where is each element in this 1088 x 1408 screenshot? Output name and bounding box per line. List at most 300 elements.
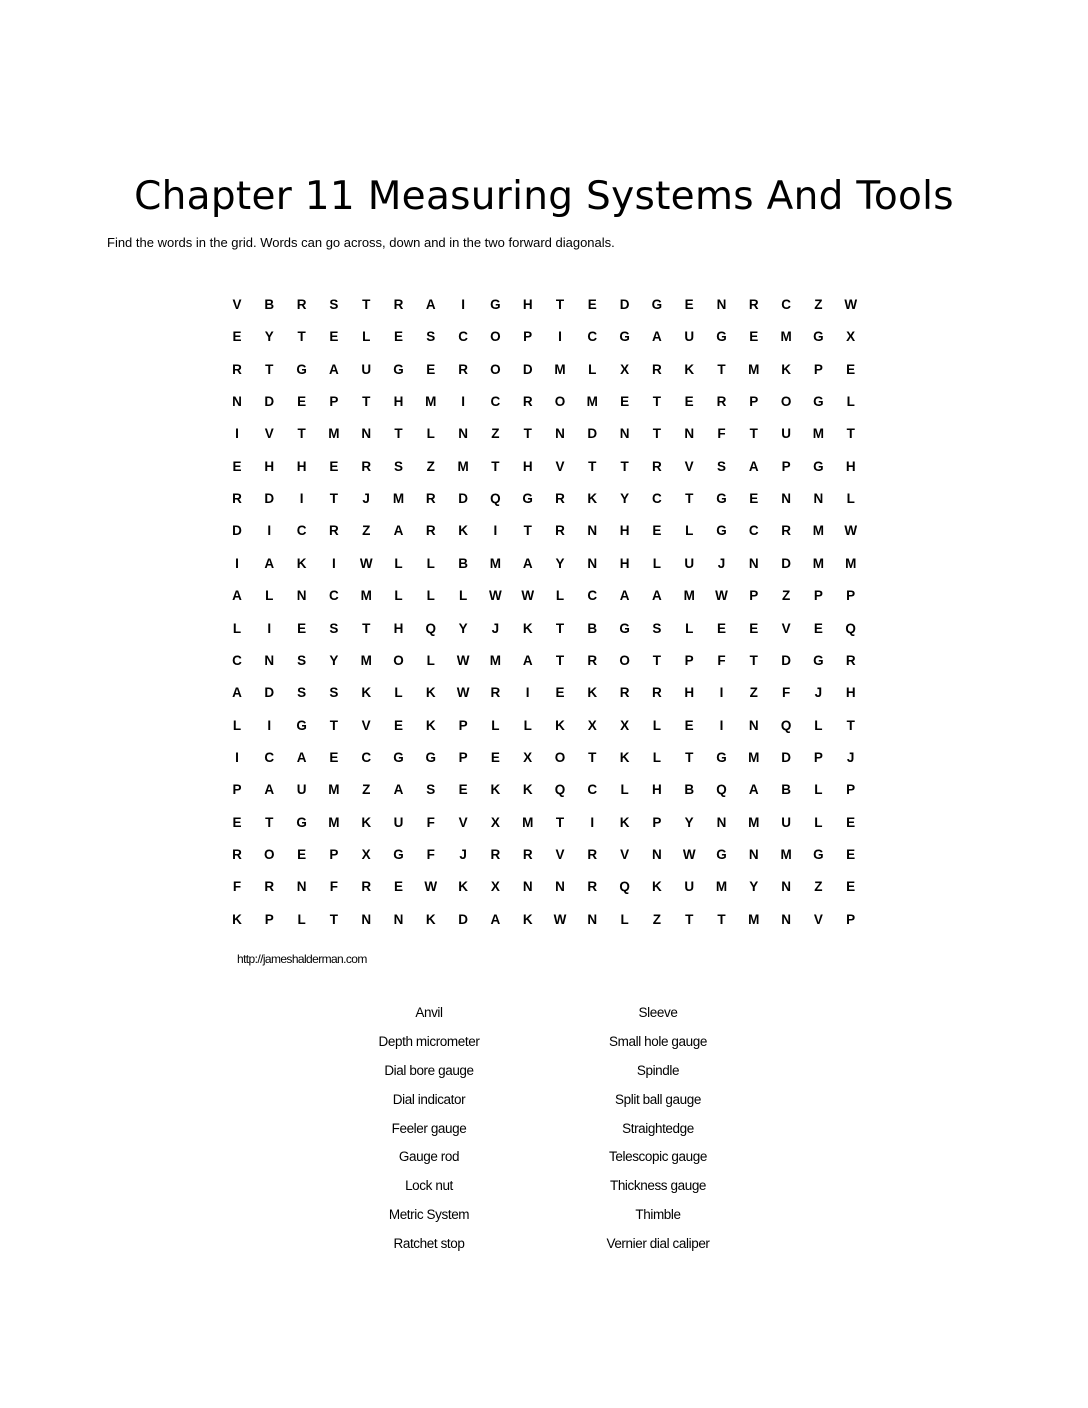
grid-letter: A [748, 458, 759, 474]
grid-letter: T [297, 426, 306, 442]
grid-letter: E [555, 685, 565, 701]
grid-letter: T [362, 394, 371, 410]
grid-letter: R [425, 491, 436, 507]
grid-letter: F [717, 426, 726, 442]
grid-letter: Q [425, 620, 437, 636]
grid-letter: R [587, 652, 598, 668]
grid-letter: A [748, 782, 759, 798]
grid-letter: K [522, 911, 533, 927]
grid-letter: K [619, 749, 630, 765]
grid-letter: T [846, 717, 855, 733]
grid-letter: I [590, 814, 595, 830]
grid-letter: T [555, 297, 565, 312]
grid-letter: P [813, 361, 823, 377]
word-list-item: Metric System [388, 1207, 470, 1223]
grid-letter: V [555, 846, 565, 862]
grid-letter: L [362, 329, 371, 345]
grid-letter: F [781, 685, 791, 701]
word-list-item: Sleeve [638, 1005, 678, 1020]
grid-letter: S [426, 782, 436, 798]
grid-letter: I [299, 491, 304, 507]
grid-letter: I [461, 394, 465, 410]
grid-letter: M [328, 782, 340, 798]
grid-letter: E [620, 394, 630, 410]
grid-letter: U [684, 555, 695, 571]
grid-letter: V [813, 911, 823, 927]
grid-letter: E [232, 329, 242, 345]
word-list-item: Thickness gauge [609, 1178, 707, 1194]
grid-letter: P [264, 911, 274, 927]
grid-letter: S [426, 329, 436, 345]
grid-letter: F [232, 879, 242, 895]
grid-letter: N [652, 846, 662, 862]
grid-letter: M [780, 846, 792, 862]
grid-letter: X [490, 814, 500, 830]
grid-letter: P [749, 394, 759, 410]
grid-letter: E [684, 394, 694, 410]
grid-letter: L [394, 588, 403, 604]
word-list-item: Telescopic gauge [609, 1149, 707, 1165]
grid-letter: E [846, 361, 856, 377]
grid-letter: N [232, 394, 242, 410]
grid-letter: P [846, 782, 856, 798]
grid-letter: Q [490, 491, 501, 507]
grid-letter: Y [620, 491, 630, 507]
grid-letter: E [232, 814, 242, 830]
grid-letter: E [587, 297, 597, 312]
grid-letter: A [490, 911, 501, 927]
grid-letter: K [522, 620, 533, 636]
grid-letter: H [619, 555, 630, 571]
grid-letter: G [490, 297, 501, 312]
grid-letter: L [394, 685, 403, 701]
grid-letter: Z [362, 782, 371, 798]
grid-letter: T [717, 911, 726, 927]
grid-letter: T [620, 458, 629, 474]
grid-letter: R [425, 523, 436, 539]
grid-letter: N [781, 879, 791, 895]
grid-letter: D [458, 911, 468, 927]
grid-letter: N [296, 879, 307, 895]
grid-letter: W [521, 588, 535, 604]
word-list-column-2 [538, 1003, 778, 1263]
grid-letter: G [393, 846, 404, 862]
grid-letter: C [296, 523, 307, 539]
grid-letter: W [424, 879, 438, 895]
grid-letter: L [685, 620, 694, 636]
grid-letter: I [558, 329, 562, 345]
grid-letter: E [393, 879, 403, 895]
grid-letter: S [329, 685, 339, 701]
grid-letter: H [393, 620, 404, 636]
grid-letter: P [652, 814, 662, 830]
grid-letter: R [716, 394, 727, 410]
grid-letter: G [716, 749, 727, 765]
grid-letter: C [748, 523, 759, 539]
grid-letter: P [781, 458, 791, 474]
grid-letter: U [361, 361, 372, 377]
word-list-column-1 [309, 1003, 549, 1263]
grid-letter: W [489, 588, 502, 604]
grid-letter: N [587, 911, 598, 927]
grid-letter: W [456, 652, 470, 668]
grid-letter: X [490, 879, 500, 895]
grid-letter: L [265, 588, 274, 604]
grid-letter: G [393, 749, 404, 765]
grid-letter: N [587, 523, 598, 539]
grid-letter: P [329, 846, 339, 862]
grid-letter: O [490, 329, 501, 345]
grid-letter: O [393, 652, 404, 668]
grid-letter: L [814, 782, 823, 798]
grid-letter: E [329, 749, 339, 765]
grid-letter: L [297, 911, 306, 927]
grid-letter: K [361, 685, 372, 701]
grid-letter: A [393, 523, 404, 539]
grid-letter: T [523, 523, 532, 539]
grid-letter: R [748, 297, 759, 312]
grid-letter: L [846, 394, 855, 410]
grid-letter: E [232, 458, 242, 474]
word-list-item: Dial indicator [392, 1091, 466, 1107]
grid-letter: I [267, 620, 272, 636]
grid-letter: J [362, 491, 370, 507]
grid-letter: M [715, 879, 728, 895]
grid-letter: P [329, 394, 339, 410]
grid-letter: G [296, 361, 307, 377]
grid-letter: D [264, 491, 275, 507]
grid-letter: M [812, 555, 825, 571]
grid-letter: Z [781, 588, 791, 604]
grid-letter: Z [491, 426, 500, 442]
grid-letter: X [587, 717, 597, 733]
grid-letter: R [393, 297, 404, 312]
grid-letter: T [685, 911, 694, 927]
grid-letter: G [619, 620, 630, 636]
grid-letter: R [232, 361, 242, 377]
grid-letter: L [426, 588, 435, 604]
grid-letter: K [619, 814, 630, 830]
grid-letter: D [264, 685, 275, 701]
grid-letter: L [685, 523, 694, 539]
grid-letter: T [555, 652, 565, 668]
grid-letter: E [684, 297, 694, 312]
grid-letter: K [522, 782, 533, 798]
grid-letter: C [490, 394, 501, 410]
grid-letter: V [620, 846, 630, 862]
grid-letter: B [587, 620, 598, 636]
grid-letter: T [652, 426, 662, 442]
grid-letter: P [749, 588, 759, 604]
grid-letter: D [587, 426, 598, 442]
grid-letter: M [683, 588, 695, 604]
grid-letter: E [297, 846, 307, 862]
word-list-item: Depth micrometer [378, 1033, 480, 1049]
grid-letter: H [652, 782, 662, 798]
grid-letter: R [652, 685, 662, 701]
word-list-item: Split ball gauge [615, 1091, 701, 1107]
grid-letter: A [264, 555, 275, 571]
grid-letter: I [235, 749, 239, 765]
grid-letter: E [393, 717, 403, 733]
grid-letter: E [490, 749, 500, 765]
grid-letter: J [491, 620, 500, 636]
grid-letter: I [525, 685, 530, 701]
word-list-item: Gauge rod [398, 1149, 460, 1165]
grid-letter: K [555, 717, 565, 733]
grid-letter: L [232, 717, 242, 733]
grid-letter: R [490, 846, 501, 862]
grid-letter: M [489, 555, 502, 571]
grid-letter: L [555, 588, 565, 604]
word-list-item: Ratchet stop [393, 1236, 465, 1252]
grid-letter: H [296, 458, 307, 474]
grid-letter: R [652, 361, 662, 377]
grid-letter: E [846, 846, 856, 862]
grid-letter: T [362, 620, 371, 636]
grid-letter: L [846, 491, 855, 507]
grid-letter: T [749, 426, 758, 442]
grid-letter: L [814, 717, 823, 733]
grid-letter: U [684, 879, 695, 895]
grid-letter: E [329, 329, 339, 345]
grid-letter: S [297, 685, 307, 701]
grid-letter: T [846, 426, 855, 442]
grid-letter: H [393, 394, 404, 410]
grid-letter: E [813, 620, 823, 636]
grid-letter: K [425, 685, 436, 701]
grid-letter: U [296, 782, 307, 798]
grid-letter: J [846, 749, 855, 765]
grid-letter: U [393, 814, 404, 830]
grid-letter: N [393, 911, 404, 927]
grid-letter: V [232, 297, 242, 312]
grid-letter: C [781, 297, 791, 312]
grid-letter: K [587, 491, 598, 507]
grid-letter: Z [362, 523, 371, 539]
grid-letter: D [619, 297, 630, 312]
grid-letter: A [652, 588, 662, 604]
word-list-item: Spindle [636, 1062, 680, 1078]
grid-letter: T [523, 426, 532, 442]
grid-letter: S [393, 458, 403, 474]
grid-letter: G [813, 329, 824, 345]
grid-letter: Y [555, 555, 565, 571]
grid-letter: D [522, 361, 533, 377]
grid-letter: P [458, 749, 468, 765]
grid-letter: G [813, 458, 824, 474]
grid-letter: O [264, 846, 275, 862]
grid-letter: T [555, 814, 565, 830]
grid-letter: C [329, 588, 339, 604]
grid-letter: U [781, 814, 791, 830]
grid-letter: F [717, 652, 726, 668]
grid-letter: I [267, 523, 272, 539]
grid-letter: R [232, 491, 242, 507]
grid-letter: R [522, 394, 533, 410]
grid-letter: M [360, 652, 372, 668]
grid-letter: G [296, 717, 307, 733]
grid-letter: N [748, 846, 759, 862]
grid-letter: A [264, 782, 275, 798]
grid-letter: Y [749, 879, 759, 895]
grid-letter: G [716, 491, 727, 507]
grid-letter: B [781, 782, 791, 798]
grid-letter: M [586, 394, 598, 410]
grid-letter: V [361, 717, 371, 733]
grid-letter: J [459, 846, 467, 862]
grid-letter: R [361, 458, 372, 474]
grid-letter: N [555, 426, 565, 442]
grid-letter: G [813, 394, 824, 410]
grid-letter: T [652, 394, 662, 410]
grid-letter: S [297, 652, 307, 668]
grid-letter: E [426, 361, 436, 377]
grid-letter: M [845, 555, 857, 571]
grid-letter: C [232, 652, 242, 668]
grid-letter: C [264, 749, 275, 765]
grid-letter: O [554, 394, 566, 410]
grid-letter: G [296, 814, 307, 830]
grid-letter: V [684, 458, 694, 474]
grid-letter: V [458, 814, 468, 830]
grid-letter: T [652, 652, 662, 668]
grid-letter: L [652, 749, 662, 765]
grid-letter: K [652, 879, 662, 895]
grid-letter: Z [814, 879, 823, 895]
grid-letter: K [458, 879, 468, 895]
grid-letter: N [684, 426, 695, 442]
grid-letter: L [620, 782, 629, 798]
grid-letter: L [814, 814, 823, 830]
grid-letter: I [235, 426, 239, 442]
grid-letter: L [426, 555, 435, 571]
grid-letter: R [845, 652, 856, 668]
grid-letter: G [619, 329, 630, 345]
grid-letter: Y [458, 620, 468, 636]
grid-letter: T [329, 911, 339, 927]
grid-letter: C [587, 588, 598, 604]
grid-letter: X [523, 749, 533, 765]
grid-letter: H [845, 685, 856, 701]
grid-letter: S [329, 620, 339, 636]
grid-letter: U [684, 329, 695, 345]
grid-letter: A [232, 588, 242, 604]
grid-letter: M [748, 814, 760, 830]
grid-letter: C [587, 782, 598, 798]
grid-letter: I [332, 555, 336, 571]
grid-letter: R [587, 846, 598, 862]
grid-letter: N [781, 491, 791, 507]
grid-letter: T [588, 749, 597, 765]
grid-letter: N [781, 911, 791, 927]
grid-letter: A [329, 361, 339, 377]
grid-letter: Y [264, 329, 274, 345]
grid-letter: T [685, 749, 694, 765]
grid-letter: Z [749, 685, 758, 701]
grid-letter: X [361, 846, 371, 862]
grid-letter: L [652, 555, 662, 571]
grid-letter: O [490, 361, 501, 377]
grid-letter: E [846, 879, 856, 895]
grid-letter: P [232, 782, 242, 798]
grid-letter: I [235, 555, 239, 571]
grid-letter: T [555, 620, 565, 636]
grid-letter: H [264, 458, 275, 474]
grid-letter: I [493, 523, 498, 539]
grid-letter: V [264, 426, 274, 442]
grid-letter: I [719, 717, 724, 733]
grid-letter: C [587, 329, 598, 345]
grid-letter: Q [554, 782, 566, 798]
grid-letter: E [684, 717, 694, 733]
grid-letter: X [620, 717, 630, 733]
grid-letter: T [685, 491, 694, 507]
word-list-item: Small hole gauge [609, 1033, 707, 1049]
grid-letter: D [781, 652, 791, 668]
grid-letter: E [297, 394, 307, 410]
grid-letter: R [264, 879, 275, 895]
grid-letter: M [328, 426, 340, 442]
word-list-item: Straightedge [622, 1120, 694, 1136]
grid-letter: D [781, 555, 791, 571]
grid-letter: G [813, 652, 824, 668]
grid-letter: R [522, 846, 533, 862]
grid-letter: K [458, 523, 468, 539]
grid-letter: G [716, 523, 727, 539]
grid-letter: R [652, 458, 662, 474]
instructions: Find the words in the grid. Words can go across, down and in the two forward diagonals. [107, 235, 615, 250]
grid-letter: H [845, 458, 856, 474]
grid-letter: N [748, 717, 759, 733]
page-title: Chapter 11 Measuring Systems And Tools [134, 174, 954, 220]
grid-letter: N [587, 555, 598, 571]
grid-letter: P [813, 749, 823, 765]
grid-letter: W [715, 588, 728, 604]
grid-letter: Z [652, 911, 662, 927]
grid-letter: T [362, 297, 371, 312]
grid-letter: R [555, 491, 565, 507]
grid-letter: M [748, 911, 760, 927]
grid-letter: S [716, 458, 726, 474]
grid-letter: T [749, 652, 758, 668]
grid-letter: N [619, 426, 630, 442]
grid-letter: L [394, 555, 403, 571]
grid-letter: P [523, 329, 533, 345]
word-list-item: Anvil [415, 1005, 443, 1020]
grid-letter: R [587, 879, 598, 895]
grid-letter: R [232, 846, 242, 862]
grid-letter: K [490, 782, 501, 798]
grid-letter: N [296, 588, 307, 604]
grid-letter: M [457, 458, 469, 474]
grid-letter: W [456, 685, 470, 701]
grid-letter: M [812, 426, 825, 442]
grid-letter: T [265, 361, 274, 377]
word-list-item: Lock nut [405, 1178, 453, 1194]
grid-letter: A [425, 297, 436, 312]
grid-letter: L [232, 620, 242, 636]
grid-letter: E [329, 458, 339, 474]
grid-letter: V [781, 620, 791, 636]
grid-letter: S [329, 297, 339, 312]
grid-letter: Q [780, 717, 792, 733]
grid-letter: J [717, 555, 726, 571]
grid-letter: R [781, 523, 791, 539]
word-list-item: Vernier dial caliper [606, 1236, 710, 1252]
grid-letter: T [329, 717, 339, 733]
word-list-item: Dial bore gauge [384, 1062, 474, 1078]
